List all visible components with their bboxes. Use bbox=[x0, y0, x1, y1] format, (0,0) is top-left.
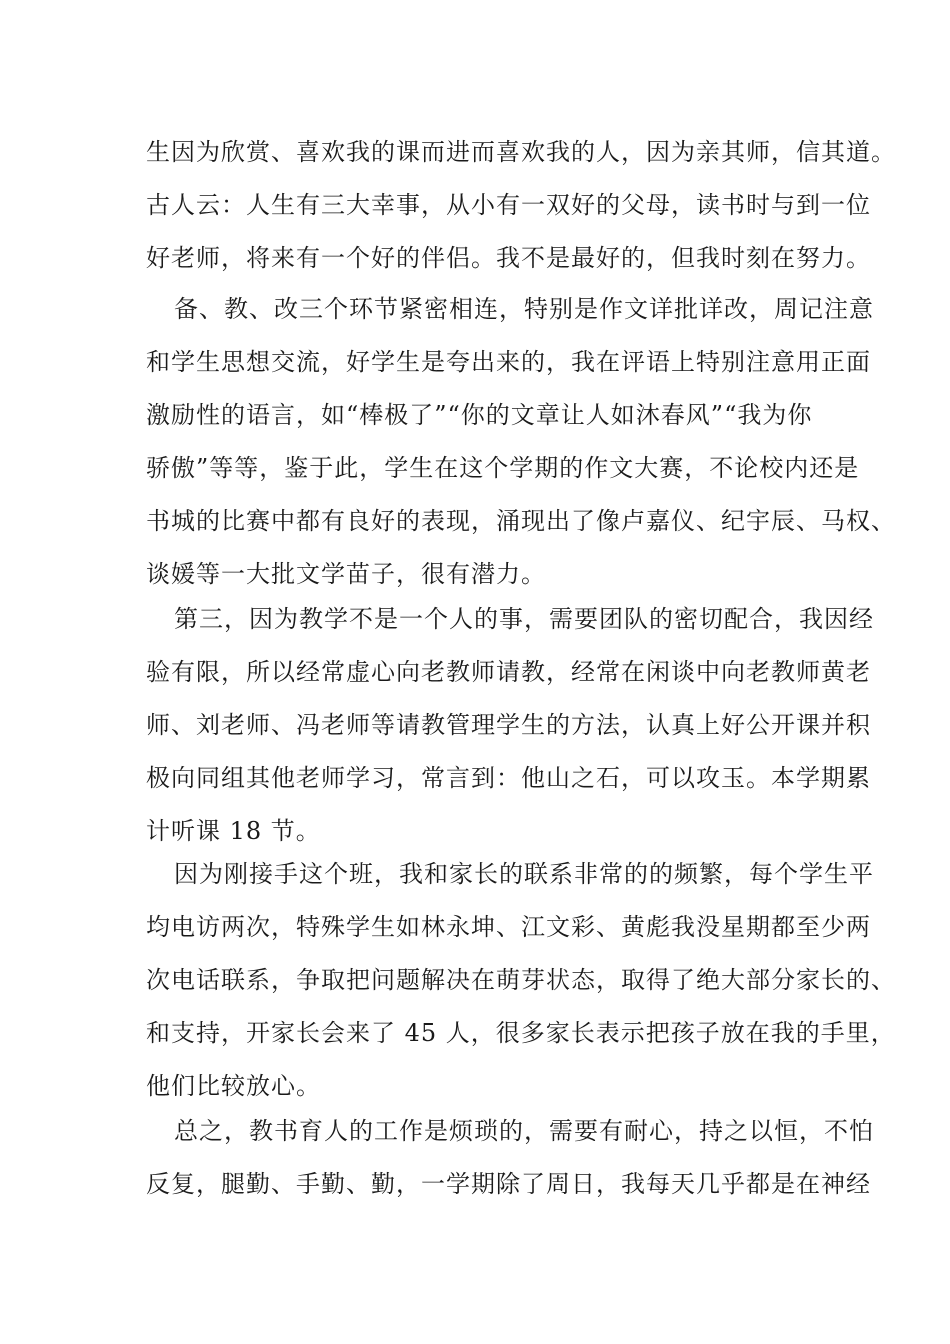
text-line: 他们比较放心。 bbox=[146, 1072, 321, 1100]
text-line: 古人云：人生有三大幸事，从小有一双好的父母，读书时与到一位 bbox=[146, 191, 871, 219]
paragraph-5 bbox=[146, 1105, 874, 1211]
text-line: 生因为欣赏、喜欢我的课而进而喜欢我的人，因为亲其师，信其道。 bbox=[146, 138, 896, 166]
text-line: 反复，腿勤、手勤、勤，一学期除了周日，我每天几乎都是在神经 bbox=[146, 1170, 871, 1198]
text-line: 极向同组其他老师学习，常言到：他山之石，可以攻玉。本学期累 bbox=[146, 764, 871, 792]
text-line: 好老师，将来有一个好的伴侣。我不是最好的，但我时刻在努力。 bbox=[146, 244, 871, 272]
text-line: 谈媛等一大批文学苗子，很有潜力。 bbox=[146, 560, 546, 588]
text-line: 备、教、改三个环节紧密相连，特别是作文详批详改，周记注意 bbox=[174, 295, 874, 323]
paragraph-3 bbox=[146, 593, 874, 858]
text-line: 和学生思想交流，好学生是夸出来的，我在评语上特别注意用正面 bbox=[146, 348, 871, 376]
text-line: 次电话联系，争取把问题解决在萌芽状态，取得了绝大部分家长的、 bbox=[146, 966, 896, 994]
text-line: 因为刚接手这个班，我和家长的联系非常的的频繁，每个学生平 bbox=[174, 860, 874, 888]
paragraph-1 bbox=[146, 126, 896, 285]
paragraph-2 bbox=[146, 283, 896, 601]
text-line: 骄傲”等等，鉴于此，学生在这个学期的作文大赛，不论校内还是 bbox=[146, 454, 860, 482]
text-line: 总之，教书育人的工作是烦琐的，需要有耐心，持之以恒，不怕 bbox=[174, 1117, 874, 1145]
text-line: 激励性的语言，如“棒极了”“你的文章让人如沐春风”“我为你 bbox=[146, 401, 813, 429]
text-line: 验有限，所以经常虚心向老教师请教，经常在闲谈中向老教师黄老 bbox=[146, 658, 871, 686]
text-line: 计听课 18 节。 bbox=[146, 817, 321, 845]
text-line: 和支持，开家长会来了 45 人，很多家长表示把孩子放在我的手里， bbox=[146, 1019, 896, 1047]
text-line: 均电访两次，特殊学生如林永坤、江文彩、黄彪我没星期都至少两 bbox=[146, 913, 871, 941]
text-line: 书城的比赛中都有良好的表现，涌现出了像卢嘉仪、纪宇辰、马权、 bbox=[146, 507, 896, 535]
text-line: 师、刘老师、冯老师等请教管理学生的方法，认真上好公开课并积 bbox=[146, 711, 871, 739]
paragraph-4 bbox=[146, 848, 896, 1113]
text-line: 第三，因为教学不是一个人的事，需要团队的密切配合，我因经 bbox=[174, 605, 874, 633]
